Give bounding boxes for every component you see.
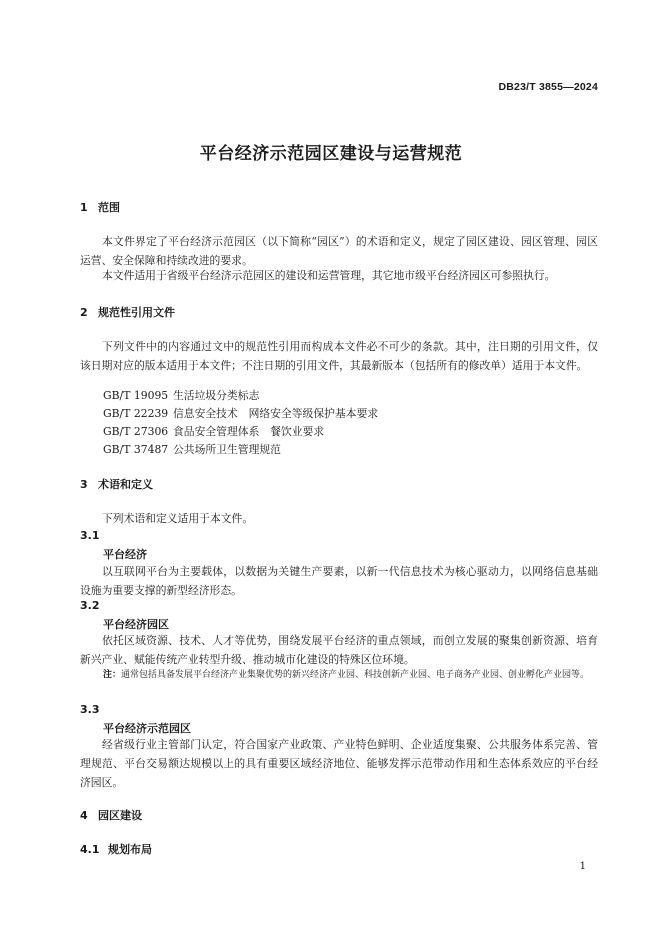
subsection-title: 规划布局 xyxy=(108,843,152,856)
page-title: 平台经济示范园区建设与运营规范 xyxy=(199,144,463,164)
reference-code: GB/T 22239 xyxy=(103,407,169,420)
section-number: 4 xyxy=(80,809,88,822)
term-title: 平台经济园区 xyxy=(103,618,169,631)
term-definition: 依托区域资源、技术、人才等优势，围绕发展平台经济的重点领域，而创立发展的聚集创新资源、培育新兴产业、赋能传统产业转型升级、推动城市化建设的特殊区位环境。 xyxy=(80,634,598,666)
scope-paragraph-2: 本文件适用于省级平台经济示范园区的建设和运营管理，其它地市级平台经济园区可参照执行。 xyxy=(102,269,556,282)
note-text: 通常包括具备发展平台经济产业集聚优势的新兴经济产业园、科技创新产业园、电子商务产业园、创业孵化产业园等。 xyxy=(121,670,590,680)
term-title: 平台经济 xyxy=(103,548,147,561)
normative-refs-paragraph: 下列文件中的内容通过文中的规范性引用而构成本文件必不可少的条款。其中，注日期的引用文件，仅该日期对应的版本适用于本文件；不注日期的引用文件，其最新版本（包括所有的修改单）适用于本文件。 xyxy=(80,340,598,372)
section-title: 园区建设 xyxy=(98,809,142,822)
subsection-4-1-heading xyxy=(80,841,152,857)
term-number: 3.2 xyxy=(80,599,100,612)
reference-code: GB/T 27306 xyxy=(103,425,169,438)
term-number: 3.1 xyxy=(80,529,100,542)
page-number: 1 xyxy=(579,861,586,872)
section-title: 范围 xyxy=(98,201,120,214)
reference-item xyxy=(103,387,259,405)
section-number: 2 xyxy=(80,306,88,319)
section-title: 规范性引用文件 xyxy=(98,306,175,319)
reference-title: 生活垃圾分类标志 xyxy=(173,389,260,402)
note-label: 注： xyxy=(103,670,122,680)
section-4-heading xyxy=(80,807,142,823)
scope-paragraph-1: 本文件界定了平台经济示范园区（以下简称“园区”）的术语和定义，规定了园区建设、园区管理、园区运营、安全保障和持续改进的要求。 xyxy=(80,235,598,267)
section-2-heading xyxy=(80,304,175,320)
section-number: 1 xyxy=(80,201,88,214)
reference-code: GB/T 19095 xyxy=(103,389,169,402)
section-title: 术语和定义 xyxy=(98,478,153,491)
term-number: 3.3 xyxy=(80,703,100,716)
term-note xyxy=(103,667,598,683)
term-definition: 经省级行业主管部门认定，符合国家产业政策、产业特色鲜明、企业适度集聚、公共服务体系完善、管理规范、平台交易额达规模以上的具有重要区域经济地位、能够发挥示范带动作用和生态体系效应的平台经济园区。 xyxy=(80,738,598,789)
reference-title: 食品安全管理体系 餐饮业要求 xyxy=(173,425,325,438)
reference-item xyxy=(103,423,324,441)
reference-title: 公共场所卫生管理规范 xyxy=(173,443,281,456)
reference-code: GB/T 37487 xyxy=(103,443,169,456)
reference-item xyxy=(103,405,378,423)
section-1-heading xyxy=(80,199,120,215)
subsection-number: 4.1 xyxy=(80,843,100,856)
reference-title: 信息安全技术 网络安全等级保护基本要求 xyxy=(173,407,379,420)
terms-intro: 下列术语和定义适用于本文件。 xyxy=(102,512,254,525)
section-number: 3 xyxy=(80,478,88,491)
term-definition: 以互联网平台为主要载体，以数据为关键生产要素，以新一代信息技术为核心驱动力，以网络信息基础设施为重要支撑的新型经济形态。 xyxy=(80,565,598,597)
term-title: 平台经济示范园区 xyxy=(103,722,191,735)
reference-item xyxy=(103,441,281,459)
document-code: DB23/T 3855—2024 xyxy=(498,81,598,93)
section-3-heading xyxy=(80,476,153,492)
